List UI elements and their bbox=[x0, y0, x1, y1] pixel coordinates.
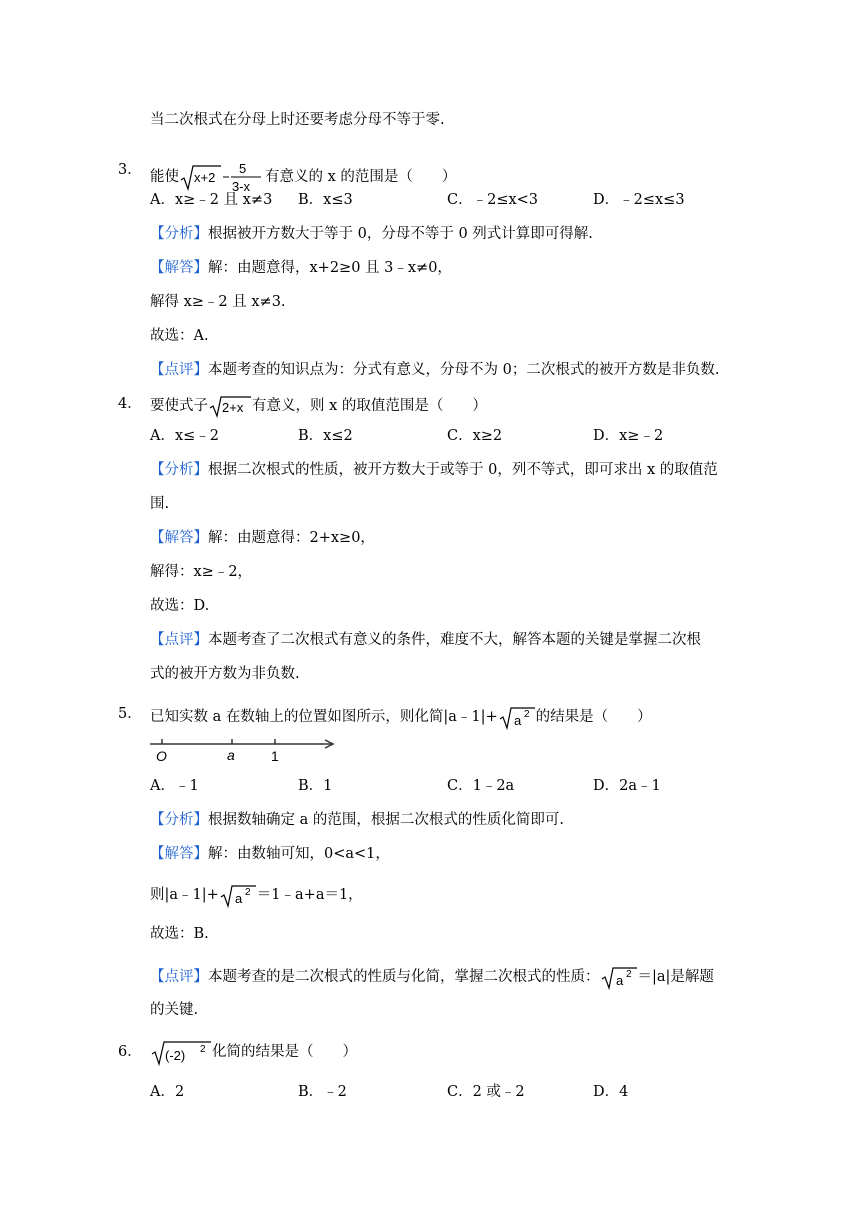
axis-label-a: a bbox=[227, 747, 235, 763]
q3-frac-den: 3-x bbox=[232, 179, 251, 194]
q4-sqrt-arg: 2+x bbox=[222, 400, 244, 415]
q5-analysis: 【分析】根据数轴确定 a 的范围，根据二次根式的性质化简即可. bbox=[150, 812, 564, 828]
q6-stem: (-2) 2 化简的结果是（ ） bbox=[150, 1038, 357, 1066]
q3-answer: 【解答】解：由题意得，x+2≥0 且 3﹣x≠0， bbox=[150, 260, 452, 276]
svg-text:2: 2 bbox=[625, 969, 632, 980]
q4-answer-2: 解得：x≥﹣2， bbox=[150, 564, 253, 580]
q3-stem-pre: 能使 bbox=[150, 169, 179, 185]
svg-text:a: a bbox=[513, 713, 521, 728]
q5-option-b: B．1 bbox=[298, 778, 333, 794]
q5-option-a: A．﹣1 bbox=[150, 778, 199, 794]
q4-stem: 要使式子 2+x 有意义，则 x 的取值范围是（ ） bbox=[150, 394, 487, 418]
q5-comment-formula bbox=[600, 964, 638, 990]
q4-option-b: B．x≤2 bbox=[298, 428, 353, 444]
q4-answer: 【解答】解：由题意得：2+x≥0， bbox=[150, 530, 375, 546]
q3-sqrt-arg: x+2 bbox=[194, 170, 216, 185]
q3-stem bbox=[150, 160, 456, 194]
comment-tag: 【点评】 bbox=[150, 362, 208, 378]
svg-text:2: 2 bbox=[244, 887, 251, 898]
q6-option-b: B．﹣2 bbox=[298, 1084, 347, 1100]
q5-formula bbox=[498, 704, 536, 730]
q3-frac-num: 5 bbox=[239, 161, 247, 176]
q3-option-d: D．﹣2≤x≤3 bbox=[593, 192, 685, 208]
svg-text:a: a bbox=[615, 973, 623, 988]
q3-formula bbox=[179, 160, 265, 194]
q5-answer-3: 故选：B. bbox=[150, 926, 209, 942]
q5-option-c: C．1﹣2a bbox=[447, 778, 515, 794]
axis-label-origin: O bbox=[156, 748, 167, 764]
svg-text:2: 2 bbox=[523, 709, 530, 720]
q3-number: 3． bbox=[118, 162, 142, 178]
q5-comment: 【点评】本题考查的是二次根式的性质与化简，掌握二次根式的性质： a 2 ＝|a|是解题 bbox=[150, 964, 714, 990]
q5-answer-formula bbox=[219, 882, 257, 908]
number-line-figure bbox=[148, 736, 340, 766]
q4-answer-3: 故选：D. bbox=[150, 598, 210, 614]
q4-option-a: A．x≤﹣2 bbox=[150, 428, 220, 444]
q5-answer: 【解答】解：由数轴可知，0<a<1， bbox=[150, 846, 390, 862]
answer-tag: 【解答】 bbox=[150, 260, 208, 276]
q4-option-d: D．x≥﹣2 bbox=[593, 428, 664, 444]
q4-analysis: 【分析】根据二次根式的性质，被开方数大于或等于 0，列不等式，即可求出 x 的取值范 bbox=[150, 462, 718, 478]
q3-answer-2: 解得 x≥﹣2 且 x≠3. bbox=[150, 294, 286, 310]
continuation-text: 当二次根式在分母上时还要考虑分母不等于零. bbox=[150, 112, 445, 128]
q6-option-a: A．2 bbox=[150, 1084, 185, 1100]
q3-answer-3: 故选：A. bbox=[150, 328, 209, 344]
q6-formula bbox=[150, 1038, 212, 1066]
q3-stem-post: 有意义的 x 的范围是（ ） bbox=[265, 169, 457, 185]
q4-formula bbox=[208, 394, 252, 418]
svg-text:2: 2 bbox=[200, 1044, 206, 1055]
q4-comment-2: 式的被开方数为非负数. bbox=[150, 666, 300, 682]
q4-analysis-2: 围. bbox=[150, 496, 170, 512]
q4-comment: 【点评】本题考查了二次根式有意义的条件，难度不大，解答本题的关键是掌握二次根 bbox=[150, 632, 701, 648]
q3-comment: 【点评】本题考查的知识点为：分式有意义，分母不为 0；二次根式的被开方数是非负数. bbox=[150, 362, 720, 378]
q3-option-b: B．x≤3 bbox=[298, 192, 353, 208]
axis-label-one: 1 bbox=[271, 748, 279, 764]
q3-option-c: C．﹣2≤x<3 bbox=[447, 192, 539, 208]
q6-option-c: C．2 或﹣2 bbox=[447, 1084, 525, 1100]
q5-answer-2: 则|a﹣1|+ a 2 ＝1﹣a+a＝1， bbox=[150, 882, 363, 908]
q3-option-a: A．x≥﹣2 且 x≠3 bbox=[150, 192, 273, 208]
q3-analysis: 【分析】根据被开方数大于等于 0，分母不等于 0 列式计算即可得解. bbox=[150, 226, 593, 242]
q5-number: 5． bbox=[118, 706, 142, 722]
q5-stem: 已知实数 a 在数轴上的位置如图所示，则化简|a﹣1|+ a 2 的结果是（ ） bbox=[150, 704, 652, 730]
svg-text:a: a bbox=[234, 891, 243, 906]
q5-option-d: D．2a﹣1 bbox=[593, 778, 661, 794]
q5-comment-2: 的关键. bbox=[150, 1002, 199, 1018]
q4-number: 4． bbox=[118, 396, 142, 412]
q6-number: 6． bbox=[118, 1044, 142, 1060]
q6-sqrt-arg: (-2) bbox=[165, 1048, 186, 1063]
q4-option-c: C．x≥2 bbox=[447, 428, 503, 444]
analysis-tag: 【分析】 bbox=[150, 226, 208, 242]
q6-option-d: D．4 bbox=[593, 1084, 629, 1100]
